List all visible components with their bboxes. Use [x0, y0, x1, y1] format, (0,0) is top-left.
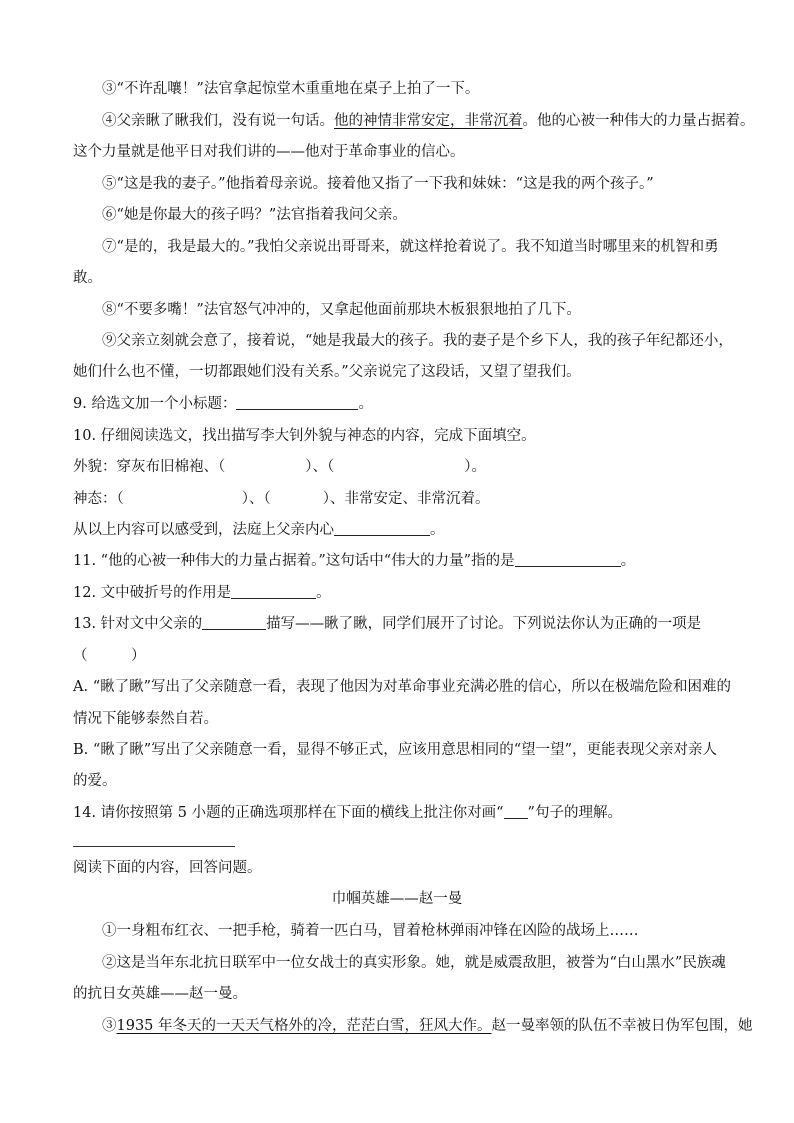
underlined-sentence: 他的神情非常安定，非常沉着 — [334, 113, 523, 129]
paragraph-5: ⑤“这是我的妻子。”他指着母亲说。接着他又指了一下我和妹妹：“这是我的两个孩子。” — [102, 176, 654, 192]
question-14-text: 14. 请你按照第 5 小题的正确选项那样在下面的横线上批注你对画“ — [73, 805, 504, 821]
answer-blank-q13[interactable] — [202, 615, 266, 630]
paragraph-6: ⑥“她是你最大的孩子吗？”法官指着我问父亲。 — [102, 207, 407, 223]
question-10-feeling — [73, 520, 733, 540]
question-9-end: 。 — [358, 396, 373, 412]
question-10-demeanor — [73, 489, 733, 509]
question-13-text: 13. 针对文中父亲的 — [73, 616, 203, 632]
demeanor-end: ）、非常安定、非常沉着。 — [322, 491, 490, 507]
question-11-end: 。 — [620, 553, 636, 569]
question-12 — [73, 583, 733, 603]
question-10: 10. 仔细阅读选文，找出描写李大钊外貌与神态的内容，完成下面填空。 — [73, 428, 536, 444]
paragraph-7: ⑦“是的，我是最大的。”我怕父亲说出哥哥来，就这样抢着说了。我不知道当时哪里来的机智和勇 — [102, 239, 719, 255]
underlined-sentence-2: 1935 年冬天的一天天气格外的冷，茫茫白雪，狂风大作。 — [116, 1018, 492, 1034]
feeling-end: 。 — [430, 522, 445, 538]
question-12-text: 12. 文中破折号的作用是 — [73, 585, 232, 601]
question-13-text-end: 描写——瞅了瞅，同学们展开了讨论。下列说法你认为正确的一项是 — [266, 616, 702, 632]
question-14 — [73, 803, 733, 823]
question-13 — [73, 614, 733, 634]
question-14-text-end: ”句子的理解。 — [527, 805, 622, 821]
demeanor-label: 神态：（ — [73, 491, 124, 507]
paragraph-4 — [102, 111, 755, 131]
question-11-text: 11. “他的心被一种伟大的力量占据着。”这句话中“伟大的力量”指的是 — [73, 553, 515, 569]
question-11 — [73, 551, 733, 571]
answer-blank-feeling[interactable] — [334, 521, 430, 536]
paragraph-4-continued: 这个力量就是他平日对我们讲的——他对于革命事业的信心。 — [73, 144, 465, 160]
question-12-end: 。 — [316, 585, 331, 601]
demeanor-sep: ）、（ — [241, 491, 271, 507]
question-9 — [73, 394, 733, 414]
option-b-continued: 的爱。 — [73, 773, 117, 789]
answer-blank-q9[interactable] — [236, 395, 358, 410]
option-a-continued: 情况下能够泰然自若。 — [73, 711, 218, 727]
paragraph-7-continued: 敢。 — [73, 270, 102, 286]
passage2-paragraph-3-text: 赵一曼率领的队伍不幸被日伪军包围，她 — [491, 1018, 753, 1034]
question-10-appearance — [73, 457, 733, 477]
paragraph-9-continued: 她们什么也不懂，一切都跟她们没有关系。”父亲说完了这段话，又望了望我们。 — [73, 364, 581, 380]
question-9-text: 9. 给选文加一个小标题： — [73, 396, 237, 412]
answer-line-q14[interactable] — [73, 846, 235, 847]
passage2-paragraph-3 — [102, 1016, 753, 1036]
reading-instruction: 阅读下面的内容，回答问题。 — [73, 860, 262, 876]
option-a[interactable]: A. “瞅了瞅”写出了父亲随意一看，表现了他因为对革命事业充满必胜的信心，所以在极端危险和困难的 — [73, 679, 732, 695]
paragraph-3: ③“不许乱嚷！”法官拿起惊堂木重重地在桌子上拍了一下。 — [102, 81, 480, 97]
paragraph-4-text-end: 。他的心被一种伟大的力量占据着。 — [522, 113, 755, 129]
appearance-label: 外貌：穿灰布旧棉袍、（ — [73, 459, 226, 475]
passage2-paragraph-2-continued: 的抗日女英雄——赵一曼。 — [73, 986, 247, 1002]
appearance-end: ）。 — [464, 459, 486, 475]
paragraph-9: ⑨父亲立刻就会意了，接着说，“她是我最大的孩子。我的妻子是个乡下人，我的孩子年纪都还小， — [102, 333, 733, 349]
paragraph-4-text: ④父亲瞅了瞅我们，没有说一句话。 — [102, 113, 334, 129]
underline-sample — [504, 804, 528, 819]
answer-paren-q13[interactable]: （ ） — [73, 648, 146, 664]
passage-title: 巾帼英雄——赵一曼 — [331, 891, 463, 907]
passage2-paragraph-2: ②这是当年东北抗日联军中一位女战士的真实形象。她，就是威震敌胆，被誉为“白山黑水”民族魂 — [102, 955, 726, 971]
answer-blank-q12[interactable] — [231, 584, 316, 599]
option-b[interactable]: B. “瞅了瞅”写出了父亲随意一看，显得不够正式，应该用意思相同的“望一望”，更能表现父亲对亲人 — [73, 742, 718, 758]
answer-blank-q11[interactable] — [515, 552, 621, 567]
passage2-paragraph-1: ①一身粗布红衣、一把手枪，骑着一匹白马，冒着枪林弹雨冲锋在凶险的战场上…… — [102, 923, 639, 939]
appearance-sep: ）、（ — [305, 459, 335, 475]
feeling-text: 从以上内容可以感受到，法庭上父亲内心 — [73, 522, 334, 538]
paragraph-8: ⑧“不要多嘴！”法官怒气冲冲的，又拿起他面前那块木板狠狠地拍了几下。 — [102, 302, 581, 318]
paragraph-number: ③ — [102, 1018, 117, 1034]
